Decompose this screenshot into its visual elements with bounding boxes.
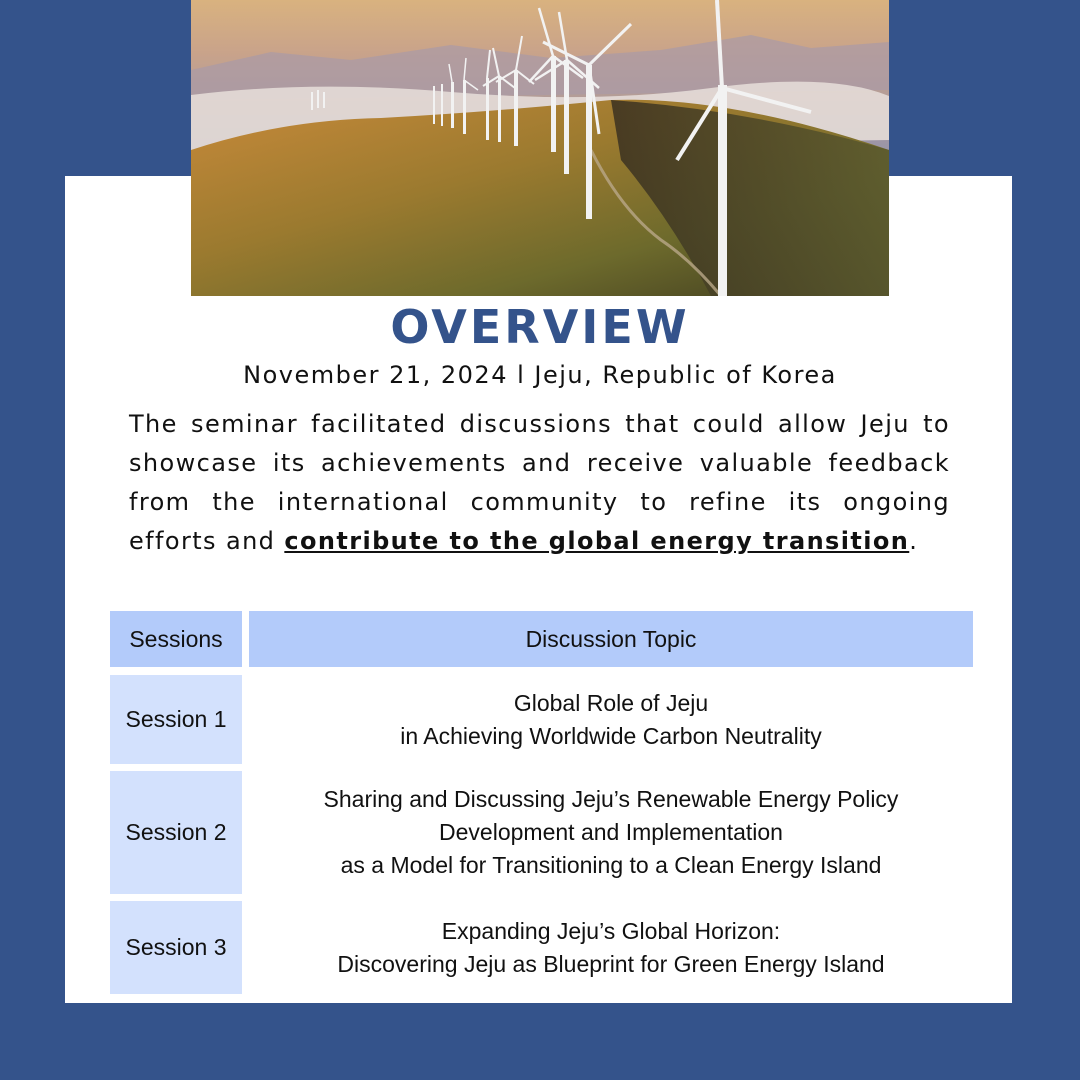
hero-image (191, 0, 889, 296)
sessions-header: Sessions (110, 611, 242, 667)
intro-paragraph (129, 405, 950, 561)
session-3-label: Session 3 (110, 901, 242, 994)
topic-line: as a Model for Transitioning to a Clean Energy Island (340, 852, 882, 878)
topic-line: in Achieving Worldwide Carbon Neutrality (400, 722, 822, 749)
topic-line: Global Role of Jeju (513, 689, 709, 716)
session-3-topic (249, 901, 973, 994)
topic-line: Expanding Jeju’s Global Horizon: (441, 917, 781, 944)
event-date-location: November 21, 2024 l Jeju, Republic of Korea (243, 361, 837, 389)
session-1-label: Session 1 (110, 675, 242, 764)
topic-line: Development and Implementation (439, 819, 783, 845)
session-1-topic (249, 675, 973, 764)
topic-line: Sharing and Discussing Jeju’s Renewable Energy Policy (323, 786, 899, 812)
page-title: OVERVIEW (390, 300, 690, 354)
session-2-topic (249, 771, 973, 894)
topic-header: Discussion Topic (249, 611, 973, 667)
intro-highlight: contribute to the global energy transition (284, 527, 910, 555)
session-2-label: Session 2 (110, 771, 242, 894)
intro-text: The seminar facilitated discussions that could allow Jeju to showcase its achievements and receive valuable feedback from the international community to refine its ongoing efforts and (129, 410, 950, 555)
intro-text-end: . (909, 527, 919, 555)
wind-turbine-landscape (191, 0, 889, 296)
topic-line: Discovering Jeju as Blueprint for Green Energy Island (337, 950, 885, 977)
